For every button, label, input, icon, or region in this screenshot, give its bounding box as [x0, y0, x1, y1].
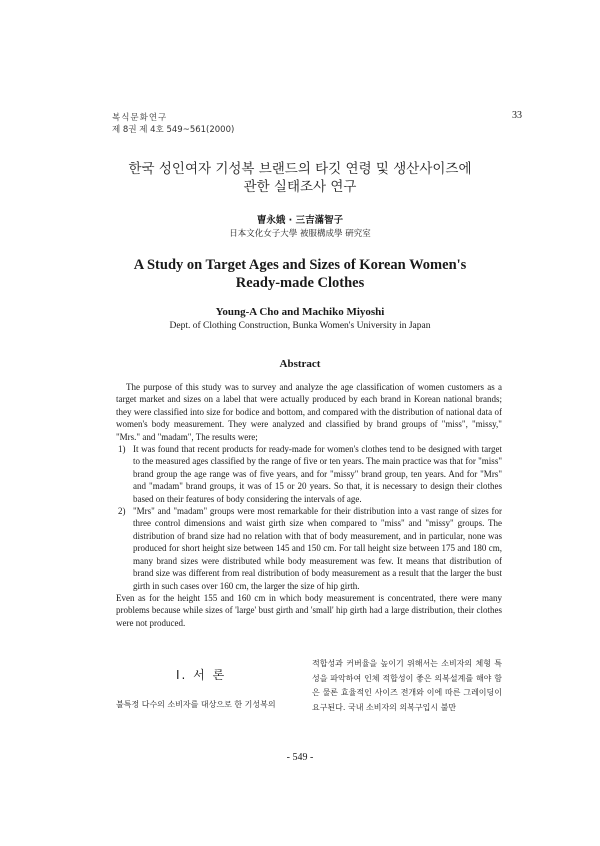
english-affiliation: Dept. of Clothing Construction, Bunka Women's University in Japan: [169, 321, 431, 331]
journal-name: 복식문화연구: [112, 113, 168, 123]
abstract-body: [116, 381, 502, 629]
abstract-closing: Even as for the height 155 and 160 cm in which body measurement is concentrated, there were many problems because while sizes of 'large' bust girth and 'small' hip girth had a large distribution, their clothes were not produced.: [116, 592, 502, 628]
english-title-line-2: Ready-made Clothes: [235, 275, 365, 291]
abstract-item-text: "Mrs" and "madam" groups were most remarkable for their distribution into a vast range of sizes for three control dimensions and waist girth size when compared to "miss" and "missy" groups. The distribution of brand size had no relation with that of body measurement, and in particular, none was produced for short height size between 145 and 150 cm. For tall height size between 175 and 180 cm, many brand sizes were distributed while body measurement was few. It means that distribution of brand size was different from real distribution of body measurement as a result that the larger the bust girth in such cases over 160 cm, the larger the size of hip girth.: [133, 506, 502, 591]
abstract-item: [116, 443, 502, 505]
header-page-number: 33: [512, 110, 522, 121]
intro-left-column-text: 불특정 다수의 소비자를 대상으로 한 기성복의: [116, 700, 276, 709]
abstract-item-number: 2): [118, 506, 126, 517]
journal-volume-info: 제 8권 제 4호 549~561(2000): [112, 125, 235, 135]
abstract-intro: The purpose of this study was to survey and analyze the age classification of women customers as a target market and sizes on a label that were actually produced by each brand in Korean national brands; they were classified into size for bodice and bottom, and compared with the distribution of national data of women's body measurement. They were analyzed and classified by brand groups of "miss", "missy," "Mrs." and "madam", The results were;: [116, 382, 502, 442]
abstract-item: [116, 505, 502, 592]
english-authors: Young-A Cho and Machiko Miyoshi: [215, 306, 385, 318]
abstract-item-text: It was found that recent products for ready-made for women's clothes tend to be designed with target to the measured ages classified by the range of five or ten years. The main practice was that for "miss" brand group the age range was of five years, and for "missy" brand group, ten years. And for "Mrs" and "madam" brand groups, it was of 15 or 20 years. So that, it is necessary to design their clothes based on their features of body considering the intervals of age.: [133, 444, 502, 504]
korean-title-line-1: 한국 성인여자 기성복 브랜드의 타깃 연령 및 생산사이즈에: [128, 161, 472, 177]
abstract-heading: Abstract: [279, 358, 321, 370]
english-title-line-1: A Study on Target Ages and Sizes of Korean Women's: [133, 257, 467, 273]
abstract-item-number: 1): [118, 444, 126, 455]
cjk-authors: 曺永娥 · 三吉滿智子: [256, 215, 344, 226]
intro-right-column-text: 적합성과 커버율을 높이기 위해서는 소비자의 체형 특성을 파악하여 인체 적합성이 좋은 의복설계를 해야 함은 물론 효율적인 사이즈 전개와 이에 따른 그레이딩이 요구된다. 국내 소비자의 의복구입시 불만: [312, 659, 502, 712]
section-heading-introduction: Ⅰ. 서 론: [176, 668, 227, 682]
footer-page-number: - 549 -: [286, 752, 314, 763]
cjk-affiliation: 日本文化女子大學 被服構成學 硏究室: [229, 229, 371, 239]
korean-title-line-2: 관한 실태조사 연구: [243, 179, 357, 195]
